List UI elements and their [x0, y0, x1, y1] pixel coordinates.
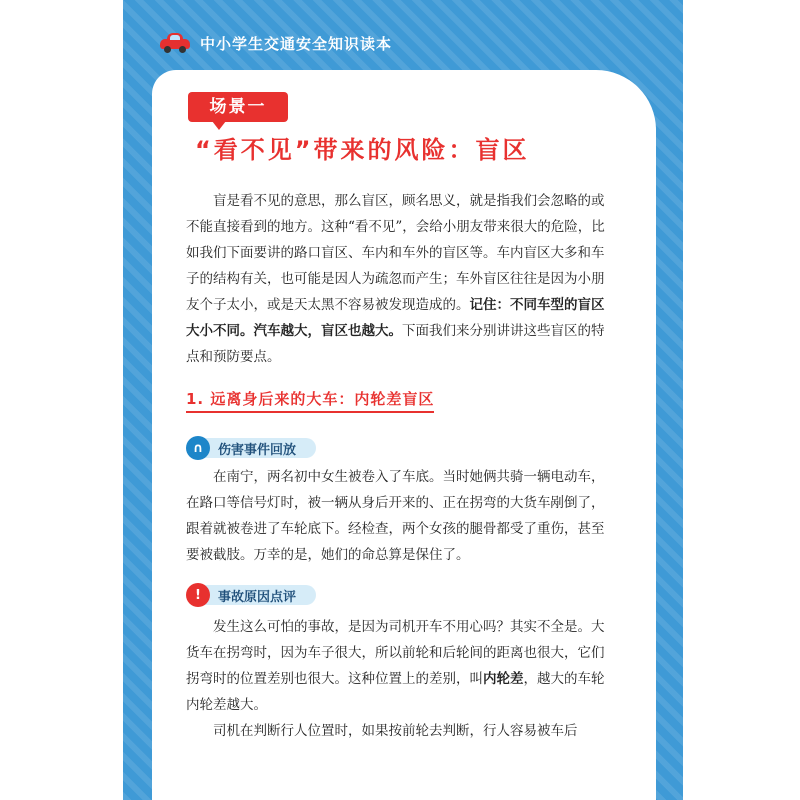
u-turn-icon: ∩: [186, 436, 210, 460]
car-icon: [160, 33, 190, 53]
cause-emphasis: 内轮差: [483, 671, 524, 687]
intro-text-end: 下面我们来分别讲讲这些盲区的特点和预防要点。: [186, 323, 605, 365]
intro-emphasis: 记住：不同车型的盲区大小不同。汽车越大，盲区也越大。: [186, 297, 605, 339]
case-paragraph: 在南宁，两名初中女生被卷入了车底。当时她俩共骑一辆电动车，在路口等信号灯时，被一辆从身后开来的、正在拐弯的大货车剐倒了，跟着就被卷进了车轮底下。经检查，两个女孩的腿骨都受了重伤，甚至要被截肢。万幸的是，她们的命总算是保住了。: [186, 469, 605, 563]
cause-text: 发生这么可怕的事故，是因为司机开车不用心吗？其实不全是。大货车在拐弯时，因为车子很大，所以前轮和后轮间的距离也很大，它们拐弯时的位置差别也很大。这种位置上的差别，叫: [186, 619, 605, 687]
page-header: [160, 30, 392, 56]
cause-paragraph-2: 司机在判断行人位置时，如果按前轮去判断，行人容易被车后: [213, 723, 578, 739]
case-heading-label: 伤害事件回放: [218, 442, 297, 458]
scene-tag-tail: [212, 121, 226, 130]
cause-text-end: ，越大的车轮内轮差越大。: [186, 671, 605, 713]
scene-tag: 场景一: [188, 92, 288, 122]
exclamation-icon: !: [186, 583, 210, 607]
cause-heading-label: 事故原因点评: [218, 589, 297, 605]
scene-title: “看不见”带来的风险：盲区: [195, 136, 530, 164]
section-title: 1. 远离身后来的大车：内轮差盲区: [186, 388, 434, 413]
intro-paragraph: [186, 188, 606, 370]
book-title: 中小学生交通安全知识读本: [200, 34, 393, 53]
page-number: 16: [184, 764, 202, 780]
cause-heading: [186, 583, 296, 607]
intro-text: 盲是看不见的意思，那么盲区，顾名思义，就是指我们会忽略的或不能直接看到的地方。这种“看不见”，会给小朋友带来很大的危险，比如我们下面要讲的路口盲区、车内和车外的盲区等。车内盲区大多和车子的结构有关，也可能是因人为疏忽而产生；车外盲区往往是因为小朋友个子太小，或是天太黑不容易被发现造成的。: [186, 193, 605, 313]
case-heading: [186, 436, 296, 460]
